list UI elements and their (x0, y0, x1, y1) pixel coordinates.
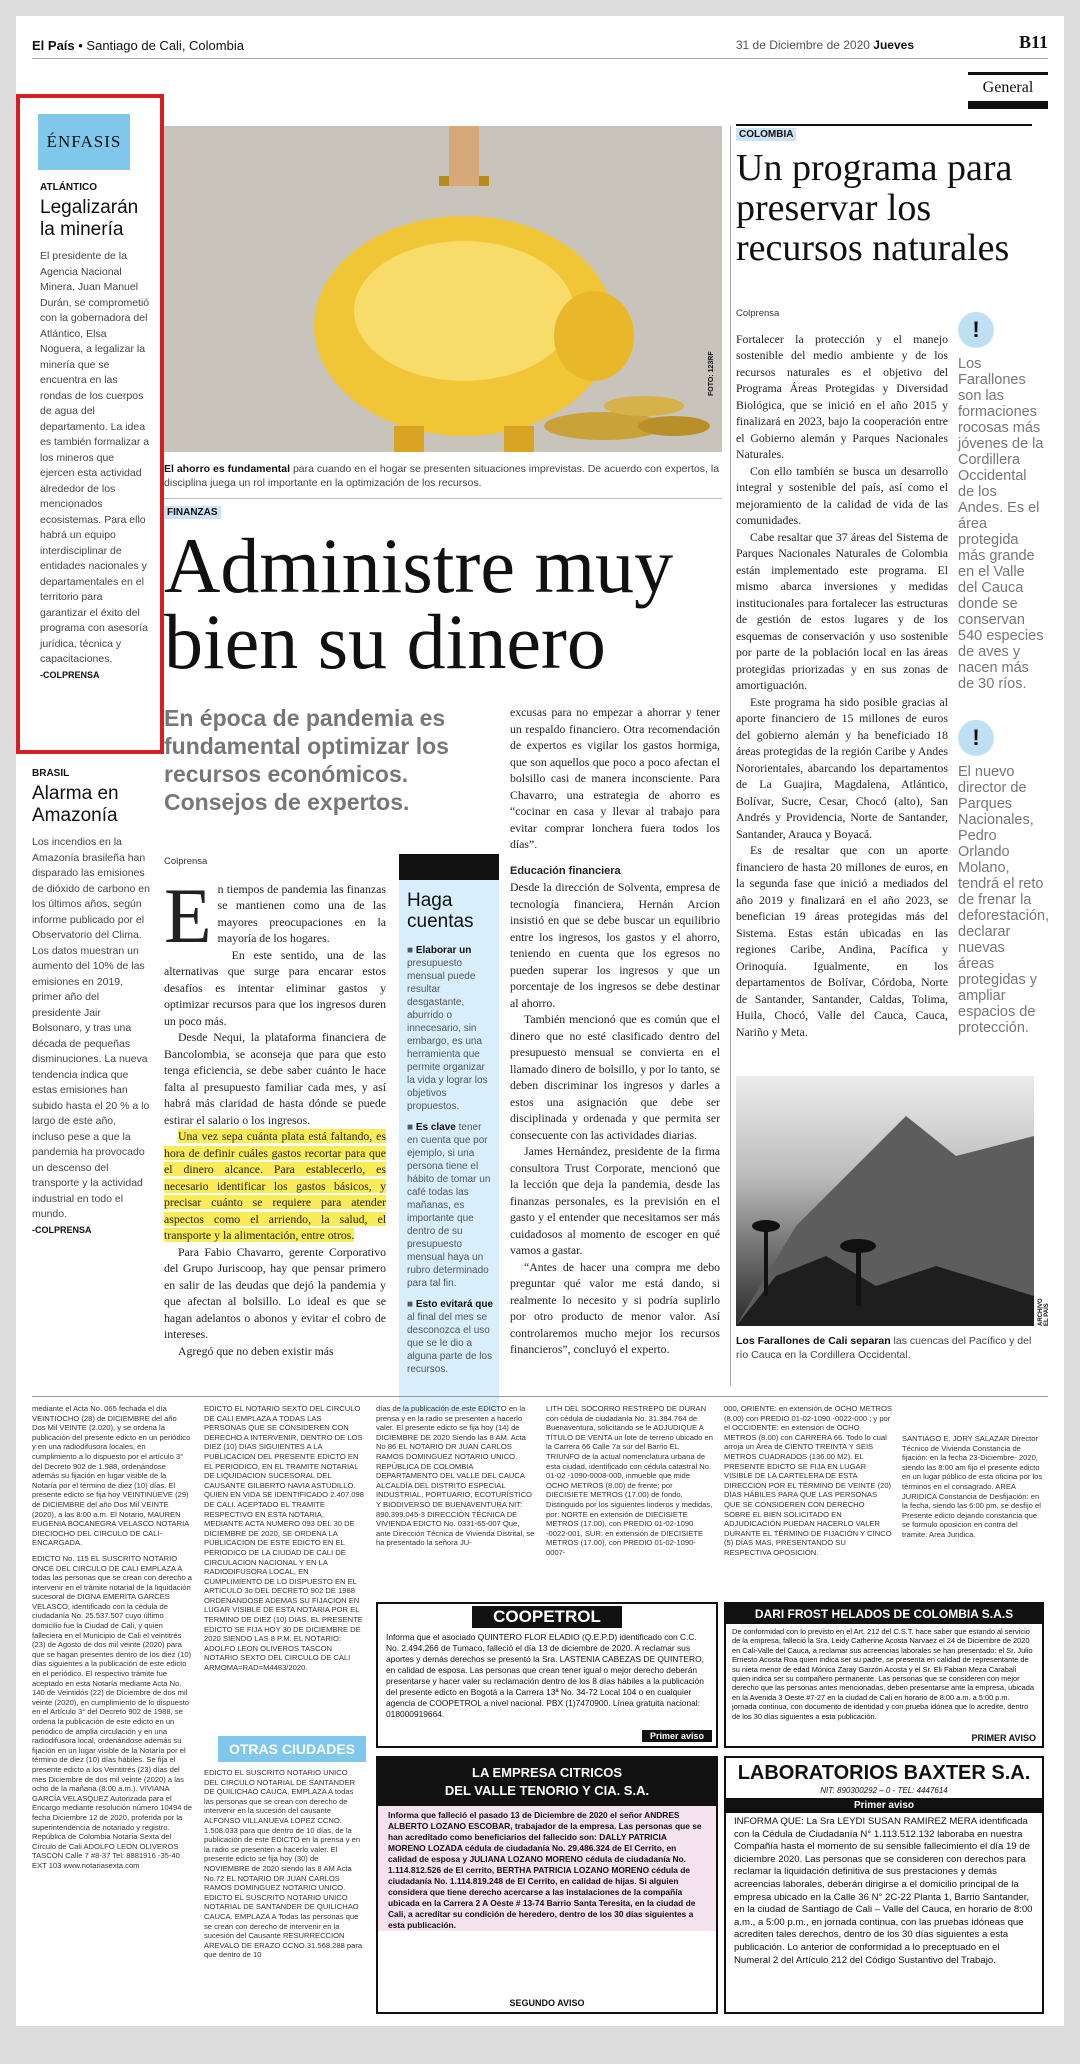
brief-source: -COLPRENSA (32, 1224, 92, 1235)
highlighted-paragraph: Una vez sepa cuánta plata está faltando, es hora de definir cuáles gastos recortar para que el dinero alcance. Para establecerlo, es necesario identificar los gastos básicos, y precisar cuánto se requiere para atender aspectos como el arriendo, la salud, el transporte y la alimentación, entre otros. (164, 1129, 386, 1242)
tips-title: Haga cuentas (407, 890, 474, 932)
paragraph: Con ello también se busca un desarrollo integral y sostenible del país, así como el mejoramiento de la calidad de vida de las comunidades. (736, 463, 948, 527)
fact-text: El nuevo director de Parques Nacionales, Pedro Orlando Molano, tendrá el reto de frenar la deforestación, declarar nuevas áreas protegidas y ampliar espacios de protección. (958, 764, 1050, 1036)
brief-source: -COLPRENSA (40, 669, 100, 680)
divider (164, 498, 722, 499)
drop-cap: E (164, 871, 212, 959)
paragraph: Es de resaltar que con un aporte financiero de hasta 20 millones de euros, en la segunda fase que inició a mediados del año 2019 y finalizará en el año 2023, se benefician 19 áreas protegidas más del Sistema. Estas están ubicadas en las regiones Caribe, Andina, Pacífica y Orinoquía. Igualmente, en los departamentos de Bolívar, Córdoba, Norte de Santander, Santander, Caldas, Tolima, Huila, Chocó, Valle del Cauca, Cauca, Nariño y Meta. (736, 843, 948, 1039)
citricos-ad (376, 1756, 718, 2014)
ad-title: COOPETROL (472, 1606, 622, 1628)
newspaper-page (16, 16, 1064, 2026)
paper-name: El País (32, 38, 75, 53)
paragraph: En este sentido, una de las alternativas que surge para encarar estos desafíos es intentar eliminar gastos y optimizar recursos para que los ingresos duren un poco más. (164, 947, 386, 1028)
paper-location: Santiago de Cali, Colombia (86, 38, 244, 53)
tip-bold: Es clave (415, 1122, 456, 1133)
legal-notice: mediante el Acta No. 065 fechada el día VEINTIOCHO (28) de DICIEMBRE del año Dos Mil VEINTE (2.020), y se ordena la publicación del presente edicto en un periódico y en una radiodifusora locales, en cumplimiento a lo dispuesto por el artículo 3° del Decreto 902 de 1.988, ordenándose además su fijación en lugar visible de la Notaría por el término de diez (10) días. El presente edicto se fija hoy VEINTINUEVE (29) de DICIEMBRE del año Dos Mil VEINTE (2020), a las 8:00 a.m. El Notario, MAUREN EUGENIA BOCANEGRA VELASCO NOTARIA DIECIOCHO DEL CIRCULO DE CALI- ENCARGADA. (32, 1404, 191, 1548)
paragraph: Desde Nequi, la plataforma financiera de Bancolombia, se aconseja que para que esto tenga eficiencia, se debe saber cuánto le hace falta al presupuesto familiar cada mes, y así habrá más claridad de hasta dónde se puede estirar el salario o los ingresos. (164, 1030, 386, 1127)
paragraph: Desde la dirección de Solventa, empresa de tecnología financiera, Hernán Arcion insistió en que se debe buscar un equilibrio entre los ingresos, los gastos y el ahorro, teniendo en cuenta que los egresos no pueden superar los ingresos y que un porcentaje de los ingresos se debe destinar al ahorro. (510, 880, 720, 1010)
piggy-bank-photo (164, 126, 722, 452)
fact-farallones (958, 312, 1044, 692)
colombia-headline: Un programa para preservar los recursos naturales (736, 147, 1013, 269)
tip-bold: Esto evitará que (415, 1299, 494, 1310)
tip-item: ■ Esto evitará que al final del mes se desconozca el uso que se le dio a alguna parte de los recursos. (407, 1299, 494, 1375)
photo-caption (164, 462, 722, 490)
legal-notice: días de la publicación de este EDICTO en la prensa y en la radio se presenten a hacerlo valer. El presente edicto se fija hoy (14) de DICIEMBRE DE 2020 Siendo las 8 AM. Acta No 86 EL NOTARIO DR JUAN CARLOS RAMOS DOMINGUEZ NOTARIO UNICO. REPÚBLICA DE COLOMBIA DEPARTAMENTO DEL VALLE DEL CAUCA ALCALDÍA DEL DISTRITO ESPECIAL INDUSTRIAL, PORTUARIO, ECOTURÍSTICO Y BIODIVERSO DE BUENAVENTURA NIT: 890.399.045-3 DIRECCIÓN TÉCNICA DE VIVIENDA EDICTO No. 0331-65-007 Que, ante Dirección Técnica de Vivienda Distrital, se ha presentado la señora JU- (376, 1404, 535, 1548)
ad-notice: SEGUNDO AVISO (509, 1998, 585, 2008)
farallones-photo (736, 1076, 1034, 1326)
tip-bold: Elaborar un (415, 945, 472, 956)
legal-notice-col5 (724, 1404, 892, 1594)
colombia-rule (736, 124, 1032, 126)
legal-notice-col1 (32, 1404, 192, 2014)
caption-text: para cuando en el hogar se presenten situaciones imprevistas. De acuerdo con expertos, la disciplina juega un rol importante en la optimización de los recursos. (164, 463, 720, 489)
tip-item: ■ Es clave tener en cuenta que por ejemplo, si una persona tiene el hábito de tomar un café todas las mañanas, es importante que dentro de su presupuesto mensual haya un rubro determinado para tal fin. (407, 1122, 491, 1289)
date: 31 de Diciembre de 2020 (735, 38, 870, 52)
paragraph: n tiempos de pandemia las finanzas se mantienen como una de las mayores preocupaciones en la mayoría de los hogares. (217, 881, 386, 945)
legal-notice-col6 (902, 1434, 1044, 1594)
coopetrol-ad (376, 1602, 718, 1748)
legal-notice: EDICTO EL NOTARIO SEXTO DEL CIRCULO DE CALI EMPLAZA A TODAS LAS PERSONAS QUE SE CONSIDEREN CON DERECHO A INTERVENIR, DENTRO DE LOS DIEZ (10) DIAS SIGUIENTES A LA PUBLICACION DEL PRESENTE EDICTO EN EL PERIODICO, EN EL TRAMITE NOTARIAL DE LIQUIDACION SUCESORAL DEL CAUSANTE GILBERTO NAVIA ASTUDILLO. QUIEN EN VIDA SE IDENTIFICADO 2.407.098 DE CALI. ACEPTADO EL TRAMITE RESPECTIVO EN ESTA NOTARIA, MEDIANTE ACTA NUMERO 093 DEL 30 DE DICIEMBRE DE 2020, SE ORDENA LA PUBLICACION DE ESTE EDICTO EN EL PERIODICO DE LA CIUDAD DE CALI DE CIRCULACION NACIONAL Y EN LA RADIODIFUSORA LOCAL, EN CUMPLIMIENTO DE LO DISPUESTO EN EL ARTICULO 3o DEL DECRETO 902 DE 1988 ORDENANDOSE ADEMAS SU FIJACION EN LUGAR VISIBLE DE ESTA NOTARIA POR EL TERMINO DE DIEZ (10) DIAS. EL PRESENTE EDICTO SE FIJA HOY 30 DE DICIEMBRE DE 2020 SIENDO LAS 8 P.M. EL NOTARIO: ADOLFO LEON OLIVEROS TASCON NOTARIO SEXTO DEL CIRCULO DE CALI ARMOMA=RAD=M4483/2020. (204, 1404, 364, 1673)
paragraph: Para Fabio Chavarro, gerente Corporativo del Grupo Juriscoop, hay que pensar primero en salir de las deudas que dejó la pandemia y que afectan al bolsillo. Lo ideal es que se hagan adelantos o abonos y evitar el cobro de intereses. (164, 1244, 386, 1341)
ad-title: LABORATORIOS BAXTER S.A. (737, 1762, 1031, 1784)
legal-notice-col2 (204, 1404, 364, 1730)
caption-bold: Los Farallones de Cali separan (736, 1335, 891, 1347)
weekday: Jueves (873, 38, 914, 52)
masthead: El País • Santiago de Cali, Colombia (32, 38, 244, 53)
brief-kicker: BRASIL (32, 768, 70, 779)
tip-text: al final del mes se desconozca el uso que se le dio a alguna parte de los recursos. (407, 1312, 493, 1375)
page-number: B11 (1018, 32, 1048, 52)
ad-title: DARI FROST HELADOS DE COLOMBIA S.A.S (726, 1604, 1042, 1624)
baxter-ad (724, 1756, 1044, 2014)
legal-notice: 000, ORIENTE: en extensión de OCHO METROS (8.00) con PREDIO 01-02-1090 -0022-000 ; y por el OCCIDENTE: en extensión de OCHO METROS (8.00) con CARRERA 66. Todo lo cual arroja un Área de CIENTO TREINTA Y SEIS METROS CUADRADOS (136.00 M2). EL PRESENTE EDICTO SE FIJA EN LUGAR VISIBLE DE LA CARTELERA DE ESTA DIRECCIÓN POR EL TÉRMINO DE VEINTE (20) DÍAS HÁBILES PARA QUE LAS PERSONAS QUE SE CONSIDEREN CON DERECHO SOBRE EL BIEN SOLICITADO EN ADJUDICACIÓN PUEDAN HACERLO VALER DURANTE EL TÉRMINO DE FIJACIÓN Y CINCO (5) DÍAS MAS, PRESENTANDO SU RESPECTIVA OPOSICIÓN. (724, 1404, 892, 1557)
paragraph: “Antes de hacer una compra me debo preguntar qué valor me está dando, si realmente lo necesito y si podría suplirlo por otro producto de menor valor. Así controlaremos mucho mejor los recursos financieros”, concluyó el experto. (510, 1259, 720, 1356)
ad-text: De conformidad con lo previsto en el Art. 212 del C.S.T. hace saber que estando al servicio de la empresa, falleció la Sra. Leidy Catherine Acosta Narvaez el 24 de Diciembre de 2020 en Cali-Valle del Cauca, a reclamar sus acreencias laborales se han presentado: el Sr. Julio Ernesto Acosta Roa quien indica ser su padre, se presenta en calidad de representante de su nieta menor de edad Mónica Zaray Garzón Acosta y el Sr. Eli Fabian Meza Carabali quien indica ser su compañero permanente. Las personas que se consideren con mejor derecho que las personas antes mencionadas, deben presentarse ante la empresa, ubicada en la Avenida 3 Oeste #7-27 en la ciudad de Cali en horario de 8:00 a.m. a 5:00 p.m. jornada continua, con documento de identidad y con prueba idónea que lo acredite, dentro de los 30 días siguientes a esta publicación. (732, 1627, 1034, 1721)
ad-notice: Primer aviso (726, 1798, 1042, 1813)
ad-title-line: DEL VALLE TENORIO Y CIA. S.A. (444, 1783, 650, 1798)
legal-notice-col4 (546, 1404, 714, 1594)
ad-nit: NIT: 890300292 – 0 - TEL: 4447614 (820, 1786, 948, 1795)
mountain-illustration (736, 1076, 1034, 1326)
fact-text: Los Farallones son las formaciones rocosas más jóvenes de la Cordillera Occidental de los Andes. Es el área protegida más grande en el Valle del Cauca donde se conservan 540 especies de aves y nacen más de 30 ríos. (958, 356, 1044, 692)
ad-title-line: LA EMPRESA CITRICOS (472, 1765, 622, 1780)
brief-title: Legalizarán la minería (40, 197, 139, 240)
column-divider (730, 126, 731, 1386)
section-label: General (968, 72, 1048, 109)
tip-text: presupuesto mensual puede resultar desgastante, aburrido o innecesario, sin embargo, es una herramienta que permite organizar la vida y lograr los objetivos propuestos. (407, 958, 488, 1112)
brief-body: Los incendios en la Amazonía brasileña han disparado las emisiones de dióxido de carbono en los últimos años, según informe publicado por el Observatorio del Clima. Los datos muestran un aumento del 10% de las emisiones en 2019, primer año del presidente Jair Bolsonaro, y tras una década de pequeñas disminuciones. La nueva tendencia indica que estas emisiones han subido hasta el 20 % a lo largo de este año, incluso pese a que la pandemia ha provocado un descenso del transporte y la actividad industrial en todo el mundo. (32, 836, 150, 1220)
article-column-1 (164, 854, 386, 1359)
ad-text: INFORMA QUE: La Sra LEYDI SUSAN RAMIREZ MERA identificada con la Cédula de Ciudadanía N° 1.113.512.132 laboraba en nuestra Compañía hasta el momento de su sensible fallecimiento el día 19 de diciembre 2020. Las personas que se consideren con derechos para reclamar la liquidación definitiva de sus prestaciones y demás acreencias laborales, deberán dirigirse a el domicilio principal de la empresa ubicado en la Calle 36 N° 2C-22 Planta 1, Barrio Santander, en la ciudad de Santiago de Cali – Valle del Cauca, en horario de 8:00 a.m., a 5:00 p.m., en jornada continua, con las pruebas idóneas que acrediten tales derechos, dentro de los 30 días siguientes a esta publicación. Lo anterior de conformidad a lo preceptuado en el Numeral 2 del Artículo 212 del Código Sustantivo del Trabajo. (734, 1816, 1033, 1966)
subhead: Educación financiera (510, 864, 621, 877)
paragraph: James Hernández, presidente de la firma consultora Trust Corporate, mencionó que la lección que deja la pandemia, desde las finanzas personales, es la previsión en el gasto y el entender que necesitamos ser más cuidadosos al momento de escoger en qué vamos a gastar. (510, 1144, 720, 1257)
paragraph: excusas para no empezar a ahorrar y tener un respaldo financiero. Otra recomendación de expertos es vigilar los gastos hormiga, que son aquellos que poco a poco afectan el bolsillo casi de manera inconsciente. Para Chavarro, una estrategia de ahorro es “cocinar en casa y llevar al trabajo para evitar comprar lonchera fuera todos los días”. (510, 705, 720, 851)
other-cities-label: OTRAS CIUDADES (218, 1736, 366, 1762)
photo-credit: ARCHIVO EL PAÍS (1038, 1298, 1050, 1326)
legal-notice: SANTIAGO E. JORY SALAZAR Director Técnico de Vivienda Constancia de fijación: en la fecha 23-Diciembre- 2020, siendo las 8:00 am fijo el presente edicto en un lugar público de esta oficina por los términos en el consagrado. AREA JURIDICA Constancia de Desfijación: en la fecha, siendo las 6:00 pm, se desfijo el Presente edicto dejando constancia que se formulo oposicion en contra del tramite. Area Juridica. (902, 1434, 1043, 1539)
legal-notice: EDICTO EL SUSCRITO NOTARIO UNICO DEL CIRCULO NOTARIAL DE SANTANDER DE QUILICHAO CAUCA, EMPLAZA A todas las personas que se crean con derecho de intervenir en la sucesión del causante ALFONSO VILLANUEVA LOPEZ CCNO. 1.508.033 para que dentro de 10 días, de la publicación de este EDICTO en la prensa y en la radio se presenten a hacerlo valer. El presente edicto se fija hoy (30) de NOVIEMBRE de 2020 siendo las 8 AM Acta No.72 EL NOTARIO DR JUAN CARLOS RAMOS DOMINGUEZ NOTARIO UNICO. EDICTO EL SUSCRITO NOTARIO UNICO NOTARIAL DE SANTANDER DE QUILICHAO CAUCA. EMPLAZA A Todas las personas que se crean con derecho de intervenir en la sucesión del Causante RESURRECCION AREVALO DE ERAZO CCNO.31.568.288 para que dentro de 10 (204, 1768, 363, 1960)
ad-notice: PRIMER AVISO (971, 1733, 1036, 1743)
section-kicker: COLOMBIA (736, 128, 796, 141)
tip-text: tener en cuenta que por ejemplo, si una persona tiene el hábito de tomar un café todas las mañanas, es importante que dentro de su presupuesto mensual haya un rubro determinado para tal fin. (407, 1122, 491, 1289)
brief-kicker: ATLÁNTICO (40, 182, 98, 193)
issue-date (736, 38, 914, 52)
colombia-column (736, 306, 948, 1040)
fact-director (958, 720, 1050, 1036)
photo-caption (736, 1334, 1034, 1362)
legal-notice: LITH DEL SOCORRO RESTREPO DE DURAN con cédula de ciudadanía No. 31.384.764 de Buenaventura, solicitando se le ADJUDIQUE A TÍTULO DE VENTA un lote de terreno ubicado en la Carrera 66 Calle 7a sur del Barrio EL TRIUNFO de la actual nomenclatura urbana de esta ciudad, identificado con cédula catastral No. 01-02 -1090-0008-000, inmueble que mide OCHO METROS (8.00) de frente; por DIECISIETE METROS (17.00) de fondo, Distinguido por los siguientes linderos y medidas, por: NORTE en extensión de DIECISIETE METROS (17.00), con PREDIO 01-02-1090 -0022-001, SUR: en extensión de DIECISIETE METROS (17.00), con PREDIO 01-02-1090-0007- (546, 1404, 714, 1557)
brief-title: Alarma en Amazonía (32, 783, 119, 826)
paragraph: Este programa ha sido posible gracias al aporte financiero de 15 millones de euros del gobierno alemán y ha beneficiado 18 áreas protegidas de la región Caribe y Andes Nororientales, abarcando los departamentos de La Guajira, Magdalena, Atlántico, Bolívar, Sucre, Cesar, Chocó (alto), San Andrés y Providencia, Norte de Santander, Santander, Arauca y Boyacá. (736, 694, 948, 841)
enfasis-box (16, 94, 164, 754)
ad-title (378, 1758, 716, 1806)
headline: Administre muy bien su dinero (164, 522, 674, 685)
paragraph: Agregó que no deben existir más (178, 1343, 334, 1358)
legal-notice-col3 (376, 1404, 536, 1594)
piggy-bank-illustration (164, 126, 722, 452)
legal-notice: EDICTO No. 115 EL SUSCRITO NOTARIO ONCE DEL CIRCULO DE CALI EMPLAZA A todas las personas que se crean con derecho a intervenir en el trámite notarial de la liquidación sucesoral de DIGNA EMERITA GARCES VELASCO, identificado con la cédula de ciudadanía No. 25.537.507 cuyo último domicilio fue la Ciudad de Cali, y quien falleciera en el Municipio de Cali el veintitrés (23) de Agosto de dos mil veinte (2020) para que se hagan presentes dentro de los diez (10) días siguientes a la publicación de este edicto en el periódico. El respectivo trámite fue aceptado en esta Notaría mediante Acta No. 140 de Veintidós (22) de Diciembre de dos mil veinte (2020), en cumplimiento de lo dispuesto en el Artículo 3° del Decreto 902 de 1988, se ordena la publicación de este edicto en un periódico de amplia circulación y en una radiodifusora local, ordenándose además su fijación en un lugar visible de la Notaría por el término de diez (10) días hábiles. Se fija el presente edicto a los Veintitrés (23) días del mes Diciembre de dos mil veinte (2020) a las ocho de la mañana (8:00 a.m.). VIVIANA GARCÍA VELASQUEZ Autorizada para el Encargo mediante resolución número 10494 de fecha Diciembre 12 de 2020, proferida por la superintendencia de notariado y registro. República de Colombia Notaría Sexta del Círculo de Cali ADOLFO LEON OLIVEROS TASCON Calle 7 #8-37 Tel: 8881916 -35-40 EXT 103 www.notariasexta.com (32, 1553, 192, 1870)
ad-notice: Primer aviso (642, 1730, 712, 1742)
paragraph: También mencionó que es común que el dinero que no esté clasificado dentro del presupuesto mensual se convierta en el llamado dinero de bolsillo, y por lo tanto, se deben discriminar los ingresos y darles a estos una asignación que debe ser disciplinada y ordenada y que permita ser consecuente con las actividades diarias. (510, 1012, 720, 1142)
section-kicker: FINANZAS (164, 506, 221, 519)
exclamation-icon: ! (958, 720, 994, 756)
classifieds-rule (32, 1396, 1048, 1397)
paragraph: Cabe resaltar que 37 áreas del Sistema de Parques Nacionales Naturales de Colombia están implementado este programa. El mismo abarca inversiones y medidas institucionales para fortalecer las estructuras de gestión de estos lugares y de los esquemas de conservación y uso sostenible por parte de la población local en las áreas protegidas priorizadas y en sus zonas de amortiguación. (736, 529, 948, 692)
article-column-3 (510, 704, 720, 1358)
article-source: Colprensa (736, 308, 780, 319)
article-source: Colprensa (164, 856, 208, 867)
dari-frost-ad (724, 1602, 1044, 1748)
deck: En época de pandemia es fundamental optimizar los recursos económicos. Consejos de expertos. (164, 705, 449, 815)
caption-text: las cuencas del Pacífico y del río Cauca en la Cordillera Occidental. (736, 1335, 1032, 1361)
brief-mineria (40, 182, 150, 680)
tip-item: ■ Elaborar un presupuesto mensual puede resultar desgastante, aburrido o innecesario, sin embargo, es una herramienta que permite organizar la vida y lograr los objetivos propuestos. (407, 945, 488, 1112)
header-rule (32, 58, 1048, 59)
exclamation-icon: ! (958, 312, 994, 348)
caption-bold: El ahorro es fundamental (164, 463, 291, 475)
ad-text: Informa que falleció el pasado 13 de Diciembre de 2020 el señor ANDRES ALBERTO LOZANO ESCOBAR, trabajador de la empresa. Las personas que se han acreditado como beneficiarios del fallecido son: DALLY PATRICIA MORENO LOZADA cédula de ciudadanía No. 29.486.324 de El Cerrito, en calidad de esposa y JULIANA LOZANO MORENO cédula de ciudadanía No. 1.114.812.526 de El cerrito, BERTHA PATRICIA LOZANO MORENO cédula de ciudadanía No. 1.114.819.248 de El Cerrito, en calidad de hijas. Si alguien considera que tiene derecho acercarse a las instalaciones de la compañía ubicada en la Carrera 2 A Oeste # 13-74 Barrio Santa Teresita, en la ciudad de Cali, a acreditar su condición de heredero, dentro de los 30 días siguientes a esta publicación. (378, 1806, 716, 1931)
enfasis-label: ÉNFASIS (38, 114, 130, 170)
tips-box-content (407, 890, 495, 1376)
brief-amazonia (32, 768, 150, 1235)
photo-credit: FOTO: 123RF (708, 351, 715, 396)
brief-body: El presidente de la Agencia Nacional Minera, Juan Manuel Durán, se comprometió con la gobernadora del Atlántico, Elsa Noguera, a legalizar la minería que se encuentra en las rondas de los cuerpos de agua del departamento. La idea es también formalizar a los mineros que ejercen esta actividad alrededor de los mencionados ecosistemas. Para ello habrá un equipo interdisciplinar de entidades nacionales y departamentales en el territorio para garantizar el éxito del programa con asesoría jurídica, técnica y capacitaciones. (40, 250, 150, 665)
tips-box-bar (399, 854, 499, 880)
legal-notice-col2b (204, 1768, 364, 2014)
paragraph: Fortalecer la protección y el manejo sostenible del medio ambiente y de los recursos naturales es el objetivo del Programa Áreas Protegidas y Diversidad Biológica, que se inició en el año 2015 y finalizará en 2023, bajo la cooperación entre el Gobierno alemán y Parques Nacionales Naturales. (736, 331, 948, 461)
ad-text: Informa que el asociado QUINTERO FLOR ELADIO (Q.E.P.D) identificado con C.C. No. 2.494.266 de Tumaco, falleció el día 13 de diciembre de 2020. A reclamar sus aportes y demás derechos se presentó la Sra. LASTENIA CABEZAS DE QUINTERO, en calidad de esposa. Las personas que crean tener igual o mejor derecho deberán presentarse y hacer valer su reclamación dentro de los 8 días hábiles a la publicación del presente edicto en Bogotá a la Carrera 13ª No. 34-72 Local 104 o en cualquier agencia de COOPETROL a nivel nacional. PBX (1)7470900. Línea gratuita nacional: 018000919664. (386, 1632, 704, 1719)
